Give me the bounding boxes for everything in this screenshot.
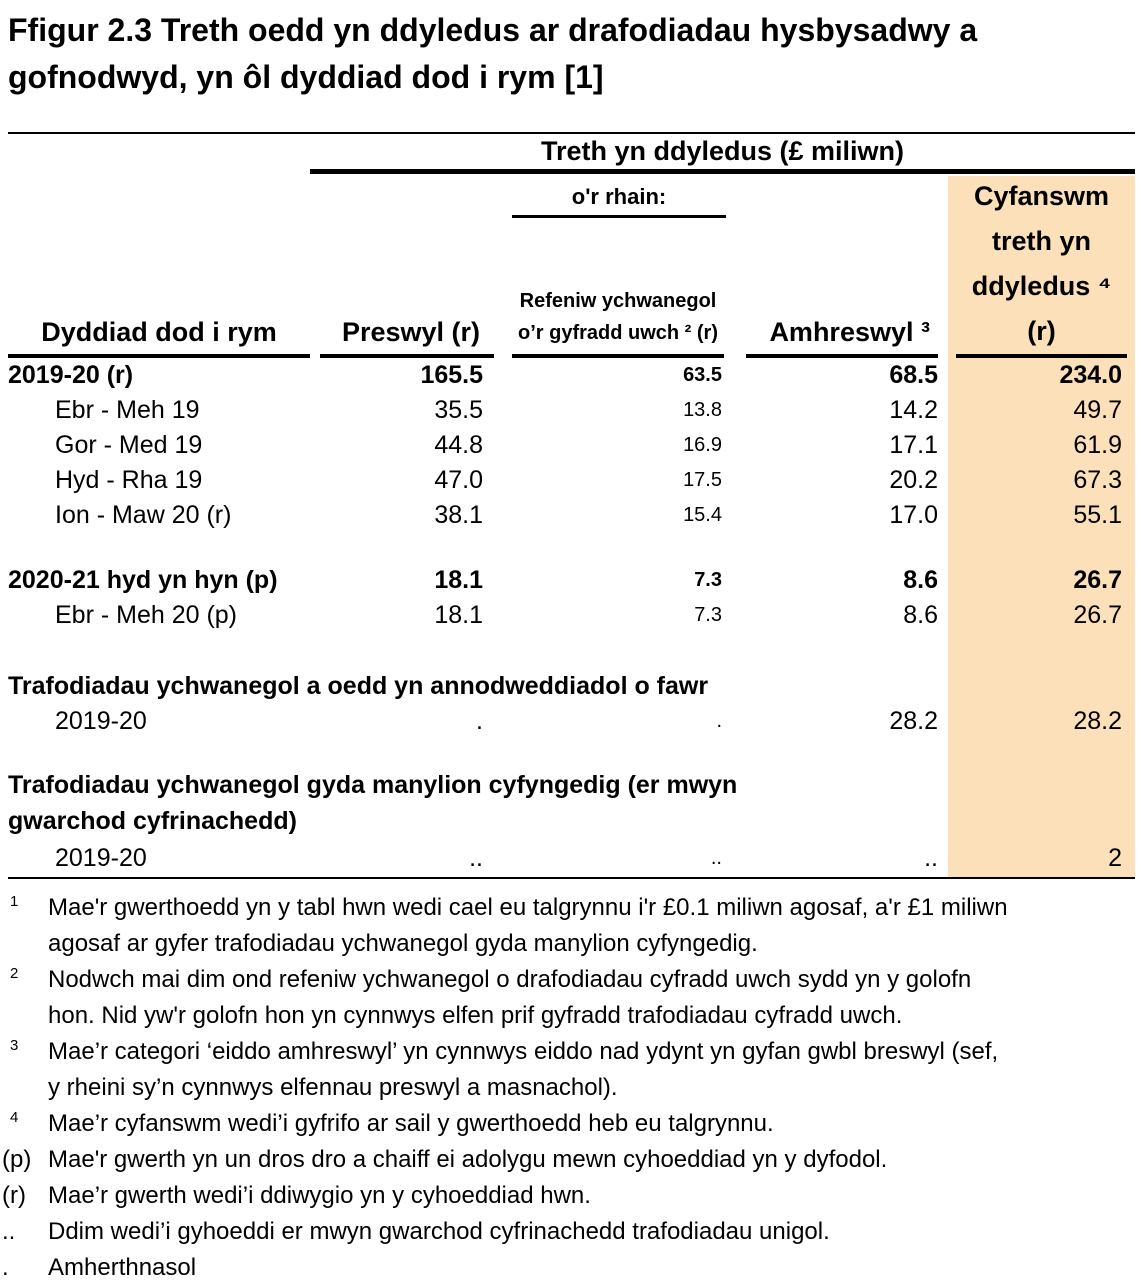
value-refeniw: 7.3 — [694, 569, 722, 591]
table-row — [8, 739, 1135, 767]
footnote-text: Mae’r categori ‘eiddo amhreswyl’ yn cynnwys eiddo nad ydynt yn gyfan gwbl breswyl (sef, y rheini sy’n cynnwys elfennau preswyl a masnachol). — [48, 1038, 999, 1101]
table-row — [8, 704, 1135, 739]
row-label: Gor - Med 19 — [55, 431, 203, 459]
table-row — [8, 533, 1135, 563]
value-refeniw: 16.9 — [683, 434, 722, 456]
table-row — [8, 358, 1135, 393]
non-residential-column-header: Amhreswyl ³ — [738, 295, 948, 358]
footnote — [0, 1250, 1135, 1286]
empty-cell — [8, 174, 310, 295]
footnote-marker: .. — [2, 1218, 16, 1245]
footnote — [0, 1106, 1135, 1142]
table-row — [8, 393, 1135, 428]
table-row — [8, 498, 1135, 533]
value-amhreswyl: 8.6 — [903, 566, 938, 594]
subgroup-header: o'r rhain: — [512, 184, 726, 218]
value-preswyl: 35.5 — [434, 396, 483, 424]
row-label: Hyd - Rha 19 — [55, 466, 203, 494]
spacer-cell — [8, 533, 1135, 563]
value-amhreswyl: 68.5 — [889, 361, 938, 389]
row-label: 2019-20 (r) — [8, 361, 134, 389]
value-cyfanswm: 2 — [948, 839, 1135, 879]
value-refeniw: 7.3 — [694, 604, 722, 626]
table-row — [8, 598, 1135, 633]
tax-due-table — [8, 134, 1135, 879]
value-preswyl: 38.1 — [434, 501, 483, 529]
section-label: Trafodiadau ychwanegol a oedd yn annodweddiadol o fawr — [8, 672, 709, 700]
footnote — [0, 1034, 1135, 1106]
footnote-text: Mae'r gwerthoedd yn y tabl hwn wedi cael eu talgrynnu i'r £0.1 miliwn agosaf, a'r £1 miliwn agosaf ar gyfer trafodiadau ychwanegol gyda manylion cyfyngedig. — [48, 894, 1008, 957]
table-row — [8, 839, 1135, 879]
footnote-text: Ddim wedi’i gyhoeddi er mwyn gwarchod cyfrinachedd trafodiadau unigol. — [48, 1218, 830, 1245]
table-row — [8, 767, 1135, 839]
value-refeniw: 17.5 — [683, 469, 722, 491]
value-amhreswyl: 8.6 — [903, 601, 938, 629]
section-label: Trafodiadau ychwanegol gyda manylion cyfyngedig (er mwyn gwarchod cyfrinachedd) — [8, 771, 738, 835]
value-cyfanswm: 49.7 — [1073, 396, 1122, 424]
value-refeniw: 13.8 — [683, 399, 722, 421]
footnote-marker: (r) — [2, 1182, 26, 1209]
value-cyfanswm: 67.3 — [1073, 466, 1122, 494]
value-refeniw: .. — [500, 839, 738, 879]
row-label: 2020-21 hyd yn hyn (p) — [8, 566, 278, 594]
value-amhreswyl: 20.2 — [889, 466, 938, 494]
footnote-marker: (p) — [2, 1146, 32, 1173]
table-row — [8, 463, 1135, 498]
value-amhreswyl: 17.1 — [889, 431, 938, 459]
row-label: Ebr - Meh 20 (p) — [55, 601, 238, 629]
value-cyfanswm: 26.7 — [1073, 601, 1122, 629]
footnote-text: Mae’r gwerth wedi’i ddiwygio yn y cyhoeddiad hwn. — [48, 1182, 591, 1209]
value-preswyl: .. — [310, 839, 500, 879]
value-refeniw: 15.4 — [683, 504, 722, 526]
footnotes — [0, 890, 1135, 1286]
table-row — [8, 563, 1135, 598]
empty-cell — [738, 174, 948, 295]
value-cyfanswm: 234.0 — [1059, 361, 1122, 389]
table-row — [8, 633, 1135, 668]
value-preswyl: 44.8 — [434, 431, 483, 459]
footnote-marker: 3 — [10, 1037, 19, 1054]
footnote-text: Mae’r cyfanswm wedi’i gyfrifo ar sail y gwerthoedd heb eu talgrynnu. — [48, 1110, 774, 1137]
date-column-header: Dyddiad dod i rym — [8, 295, 310, 358]
value-cyfanswm: 55.1 — [1073, 501, 1122, 529]
footnote-marker: 2 — [10, 965, 19, 982]
total-column-header: Cyfanswm treth yn ddyledus ⁴ (r) — [948, 174, 1135, 358]
footnote-text: Nodwch mai dim ond refeniw ychwanegol o drafodiadau cyfradd uwch sydd yn y golofn hon. Nid yw'r golofn hon yn cynnwys elfen prif gyfradd trafodiadau cyfradd uwch. — [48, 966, 972, 1029]
value-amhreswyl: 28.2 — [889, 707, 938, 735]
value-refeniw: . — [716, 710, 722, 732]
value-preswyl: 47.0 — [434, 466, 483, 494]
row-label: Ebr - Meh 19 — [55, 396, 200, 424]
footnote-marker: . — [2, 1254, 9, 1281]
value-cyfanswm: 28.2 — [1073, 707, 1122, 735]
value-amhreswyl: 14.2 — [889, 396, 938, 424]
residential-column-header: Preswyl (r) — [310, 295, 500, 358]
higher-rate-column-header — [500, 174, 738, 358]
spacer-cell — [8, 633, 1135, 668]
row-label: 2019-20 — [55, 707, 147, 735]
figure-title — [0, 0, 1143, 132]
figure-title-line1: Ffigur 2.3 Treth oedd yn ddyledus ar drafodiadau hysbysadwy a — [8, 12, 978, 48]
row-label: 2019-20 — [8, 839, 310, 879]
value-amhreswyl: .. — [738, 839, 948, 879]
value-preswyl: 18.1 — [434, 601, 483, 629]
footnote — [0, 962, 1135, 1034]
value-cyfanswm: 26.7 — [1073, 566, 1122, 594]
footnote-text: Amherthnasol — [48, 1254, 197, 1281]
value-preswyl: 165.5 — [420, 361, 483, 389]
footnote — [0, 890, 1135, 962]
value-preswyl: . — [476, 707, 483, 735]
value-refeniw: 63.5 — [683, 364, 722, 386]
subgroup-header-row — [8, 174, 1135, 295]
group-header-row — [8, 134, 1135, 174]
group-header: Treth yn ddyledus (£ miliwn) — [310, 134, 1135, 174]
value-cyfanswm: 61.9 — [1073, 431, 1122, 459]
figure-title-line2: gofnodwyd, yn ôl dyddiad dod i rym [1] — [8, 59, 604, 95]
higher-rate-header-text: Refeniw ychwanegol o’r gyfradd uwch ² (r) — [512, 285, 724, 358]
row-label: Ion - Maw 20 (r) — [55, 501, 232, 529]
spacer-cell — [8, 739, 1135, 767]
footnote-text: Mae'r gwerth yn un dros dro a chaiff ei adolygu mewn cyhoeddiad yn y dyfodol. — [48, 1146, 888, 1173]
value-amhreswyl: 17.0 — [889, 501, 938, 529]
value-preswyl: 18.1 — [434, 566, 483, 594]
footnote — [0, 1214, 1135, 1250]
table-row — [8, 668, 1135, 704]
footnote — [0, 1178, 1135, 1214]
footnote — [0, 1142, 1135, 1178]
footnote-marker: 4 — [10, 1109, 19, 1126]
table-row — [8, 428, 1135, 463]
empty-cell — [8, 134, 310, 174]
tax-table-area — [8, 132, 1135, 879]
footnote-marker: 1 — [10, 893, 19, 910]
empty-cell — [310, 174, 500, 295]
